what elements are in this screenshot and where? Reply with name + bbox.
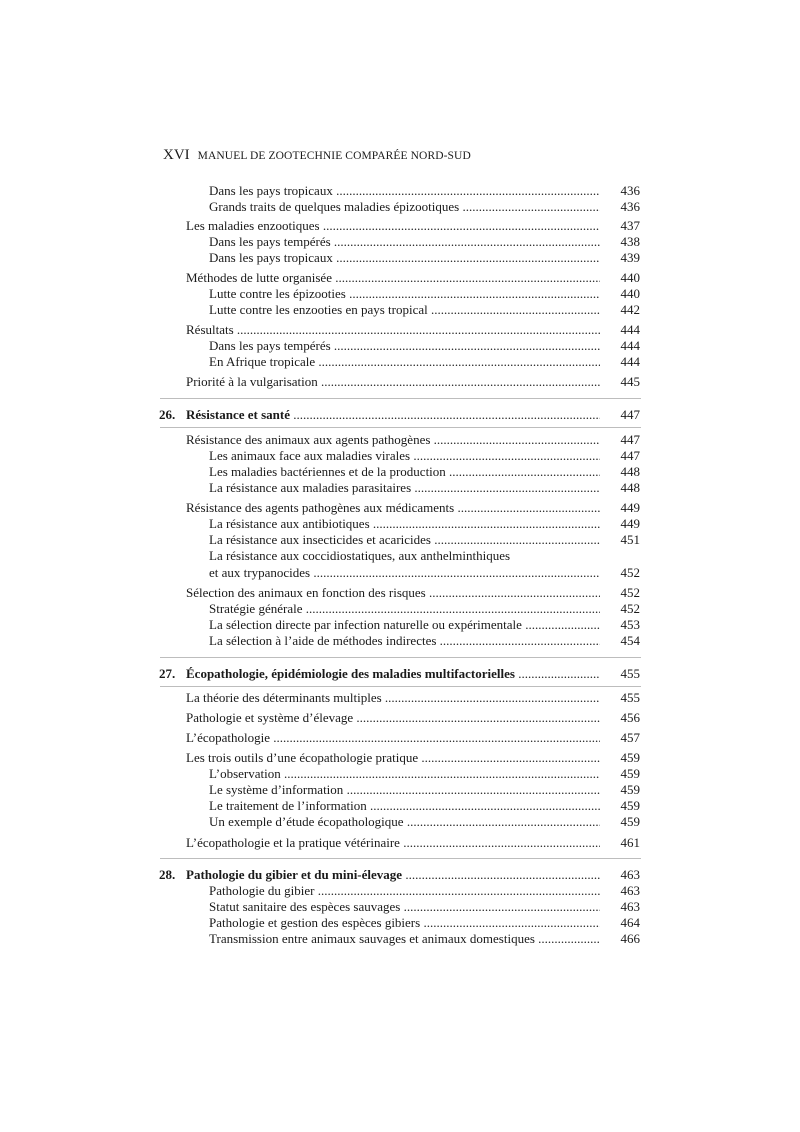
toc-entry-title: La résistance aux antibiotiques ..... xyxy=(209,515,600,533)
toc-entry-page: 444 xyxy=(620,354,640,369)
toc-entry-page: 444 xyxy=(620,322,640,337)
toc-entry-title: Les maladies bactériennes et de la production ..... xyxy=(209,463,600,481)
toc-entry-title: Dans les pays tropicaux ..... xyxy=(209,182,600,200)
toc-entry-title: La sélection à l’aide de méthodes indirectes ..... xyxy=(209,632,600,650)
toc-entry-title: Statut sanitaire des espèces sauvages ..... xyxy=(209,898,600,916)
chapter-number: 26. xyxy=(159,407,176,422)
toc-entry-title: Priorité à la vulgarisation ..... xyxy=(186,373,600,391)
toc-entry-page: 436 xyxy=(620,183,640,198)
toc-entry-title: L’observation ..... xyxy=(209,765,600,783)
divider xyxy=(160,398,641,399)
toc-entry-page: 459 xyxy=(620,750,640,765)
toc-entry-page: 449 xyxy=(620,516,640,531)
toc-entry-page: 452 xyxy=(620,601,640,616)
toc-entry-page: 455 xyxy=(620,666,640,681)
toc-entry-page: 440 xyxy=(620,270,640,285)
chapter-number: 27. xyxy=(159,666,176,681)
toc-entry-title: L’écopathologie et la pratique vétérinaire ..... xyxy=(186,834,600,852)
toc-entry-page: 466 xyxy=(620,931,640,946)
chapter-number: 28. xyxy=(159,867,176,882)
divider xyxy=(160,858,641,859)
toc-entry-title: et aux trypanocides ..... xyxy=(209,564,600,582)
toc-entry-title: Lutte contre les épizooties ..... xyxy=(209,285,600,303)
toc-entry-page: 444 xyxy=(620,338,640,353)
toc-entry-page: 437 xyxy=(620,218,640,233)
toc-entry-page xyxy=(598,547,640,565)
toc-entry-page: 452 xyxy=(620,565,640,580)
toc-entry-page: 453 xyxy=(620,617,640,632)
toc-entry-page: 452 xyxy=(620,585,640,600)
toc-entry-page: 456 xyxy=(620,710,640,725)
page-header xyxy=(163,146,471,166)
toc-entry-page: 445 xyxy=(620,374,640,389)
toc-entry-page: 463 xyxy=(620,867,640,882)
page-number: XVI xyxy=(163,147,190,163)
chapter-title-text: Résistance et santé xyxy=(186,407,290,422)
toc-entry-title: La résistance aux insecticides et acaricides ..... xyxy=(209,531,600,549)
toc-entry-title: Dans les pays tempérés ..... xyxy=(209,233,600,251)
toc-entry-page: 463 xyxy=(620,899,640,914)
toc-entry-page: 461 xyxy=(620,835,640,850)
chapter-title xyxy=(186,665,600,683)
toc-entry-title: Pathologie du gibier ..... xyxy=(209,882,600,900)
toc-entry-title: Le traitement de l’information ..... xyxy=(209,797,600,815)
toc-entry-page: 442 xyxy=(620,302,640,317)
toc-entry-page: 459 xyxy=(620,782,640,797)
toc-entry-title: La sélection directe par infection naturelle ou expérimentale ..... xyxy=(209,616,600,634)
toc-entry-title: La résistance aux maladies parasitaires ..... xyxy=(209,479,600,497)
divider xyxy=(160,427,641,428)
toc-entry-page: 449 xyxy=(620,500,640,515)
toc-entry-title: Lutte contre les enzooties en pays tropical ..... xyxy=(209,301,600,319)
running-title: MANUEL DE ZOOTECHNIE COMPARÉE NORD-SUD xyxy=(197,150,471,162)
toc-entry-title: Pathologie et gestion des espèces gibiers ..... xyxy=(209,914,600,932)
toc-entry-title: Résistance des agents pathogènes aux médicaments ..... xyxy=(186,499,600,517)
toc-entry-title: Les animaux face aux maladies virales ..... xyxy=(209,447,600,465)
toc-entry-title: Les maladies enzootiques ..... xyxy=(186,217,600,235)
toc-entry-title: En Afrique tropicale ..... xyxy=(209,353,600,371)
toc-entry-title: Méthodes de lutte organisée ..... xyxy=(186,269,600,287)
toc-entry-title: Le système d’information ..... xyxy=(209,781,600,799)
chapter-title xyxy=(186,406,600,424)
toc-entry-page: 440 xyxy=(620,286,640,301)
toc-entry-page: 464 xyxy=(620,915,640,930)
toc-entry-title: Les trois outils d’une écopathologie pratique ..... xyxy=(186,749,600,767)
toc-entry-page: 463 xyxy=(620,883,640,898)
toc-entry-title: La résistance aux coccidiostatiques, aux anthelminthiques xyxy=(209,548,511,563)
toc-entry-page: 447 xyxy=(620,432,640,447)
toc-entry-page: 451 xyxy=(620,532,640,547)
chapter-title-text: Écopathologie, épidémiologie des maladies multifactorielles xyxy=(186,666,515,681)
toc-entry-title: Sélection des animaux en fonction des risques ..... xyxy=(186,584,600,602)
toc-entry-title: Résultats ..... xyxy=(186,321,600,339)
toc-entry-page: 454 xyxy=(620,633,640,648)
divider xyxy=(160,657,641,658)
toc-entry-page: 448 xyxy=(620,480,640,495)
toc-entry-page: 436 xyxy=(620,199,640,214)
toc-entry-title: L’écopathologie ..... xyxy=(186,729,600,747)
toc-entry-title: Pathologie et système d’élevage ..... xyxy=(186,709,600,727)
toc-entry-page: 439 xyxy=(620,250,640,265)
toc-entry-page: 457 xyxy=(620,730,640,745)
toc-entry-page: 448 xyxy=(620,464,640,479)
toc-entry-page: 459 xyxy=(620,814,640,829)
toc-entry-page: 459 xyxy=(620,798,640,813)
toc-entry-page: 459 xyxy=(620,766,640,781)
chapter-title-text: Pathologie du gibier et du mini-élevage xyxy=(186,867,403,882)
toc-entry-page: 455 xyxy=(620,690,640,705)
toc-entry-title: Stratégie générale ..... xyxy=(209,600,600,618)
toc-entry-page: 447 xyxy=(620,448,640,463)
toc-entry-title: Un exemple d’étude écopathologique ..... xyxy=(209,813,600,831)
toc-entry-page: 447 xyxy=(620,407,640,422)
divider xyxy=(160,686,641,687)
toc-entry-title: Dans les pays tempérés ..... xyxy=(209,337,600,355)
toc-entry-title: La théorie des déterminants multiples ..... xyxy=(186,689,600,707)
toc-entry-title: Grands traits de quelques maladies épizootiques ..... xyxy=(209,198,600,216)
toc-entry-title: Résistance des animaux aux agents pathogènes ..... xyxy=(186,431,600,449)
toc-entry-page: 438 xyxy=(620,234,640,249)
toc-entry-title: Transmission entre animaux sauvages et animaux domestiques ..... xyxy=(209,930,600,948)
toc-entry-title: Dans les pays tropicaux ..... xyxy=(209,249,600,267)
